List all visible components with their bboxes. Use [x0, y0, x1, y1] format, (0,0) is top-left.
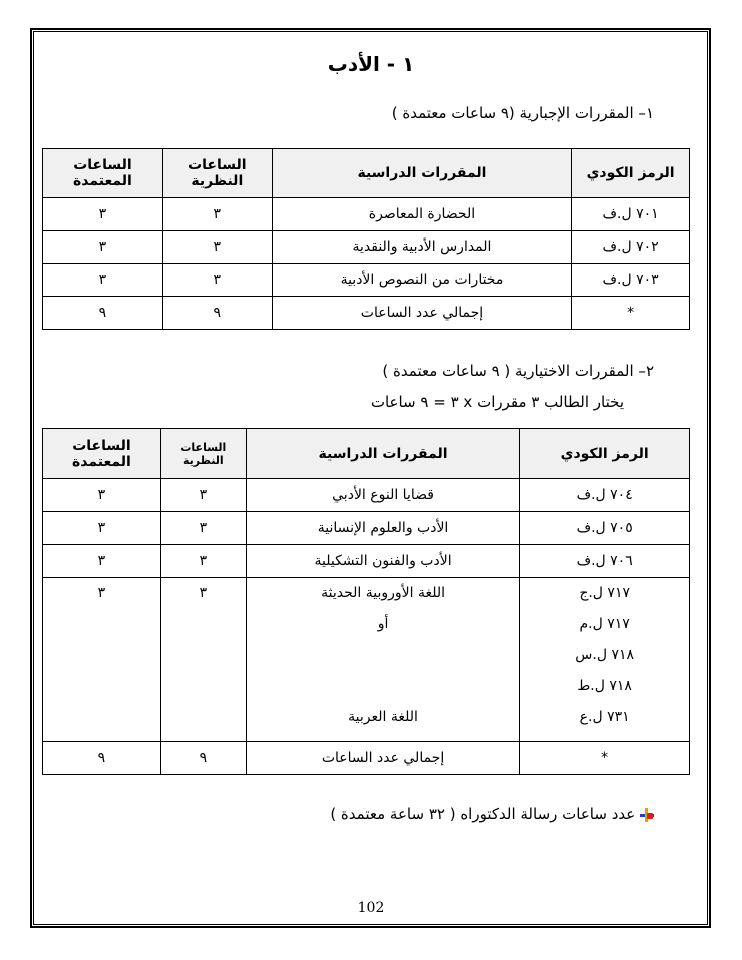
- total-theory: ٩: [160, 742, 246, 775]
- course-code: ٧٠٦ ل.ف: [520, 545, 690, 578]
- credit-hours: ٣: [43, 578, 161, 742]
- total-code: *: [520, 742, 690, 775]
- header-credit: الساعات المعتمدة: [43, 429, 161, 479]
- language-courses: [246, 578, 520, 742]
- theory-hours: ٣: [162, 198, 272, 231]
- dissertation-note-text: عدد ساعات رسالة الدكتوراه ( ٣٢ ساعة معتمدة ): [330, 805, 636, 823]
- course-code: ٧١٧ ل.م: [579, 616, 630, 632]
- header-theory: الساعات النظرية: [160, 429, 246, 479]
- course-name: اللغة العربية: [348, 709, 418, 725]
- header-theory: الساعات النظرية: [162, 149, 272, 198]
- table-row: [43, 479, 690, 512]
- section2-note: يختار الطالب ٣ مقررات x ٣ = ٩ ساعات: [370, 393, 624, 411]
- total-theory: ٩: [162, 297, 272, 330]
- table-row: [43, 545, 690, 578]
- header-code: الرمز الكودي: [572, 149, 690, 198]
- course-code: ٧٠٤ ل.ف: [520, 479, 690, 512]
- theory-hours: ٣: [160, 578, 246, 742]
- credit-hours: ٣: [43, 198, 163, 231]
- header-courses: المقررات الدراسية: [272, 149, 571, 198]
- course-code: ٧٠١ ل.ف: [572, 198, 690, 231]
- table-row: [43, 198, 690, 231]
- course-name: الأدب والعلوم الإنسانية: [246, 512, 520, 545]
- page-number: 102: [357, 900, 385, 916]
- course-name: الأدب والفنون التشكيلية: [246, 545, 520, 578]
- credit-hours: ٣: [43, 231, 163, 264]
- header-credit: الساعات المعتمدة: [43, 149, 163, 198]
- cross-bullet-icon: [640, 808, 654, 822]
- course-name: قضايا النوع الأدبي: [246, 479, 520, 512]
- credit-hours: ٣: [43, 512, 161, 545]
- total-code: *: [572, 297, 690, 330]
- header-courses: المقررات الدراسية: [246, 429, 520, 479]
- credit-hours: ٣: [43, 264, 163, 297]
- language-row: [43, 578, 690, 742]
- table-row: [43, 264, 690, 297]
- course-code: ٧١٨ ل.ط: [577, 678, 632, 694]
- compulsory-courses-table: [42, 148, 690, 330]
- course-name: الحضارة المعاصرة: [272, 198, 571, 231]
- page-title: ١ - الأدب: [327, 52, 415, 76]
- total-label: إجمالي عدد الساعات: [246, 742, 520, 775]
- total-credit: ٩: [43, 742, 161, 775]
- section2-heading: ٢– المقررات الاختيارية ( ٩ ساعات معتمدة ): [382, 362, 654, 380]
- dissertation-note: [330, 805, 654, 823]
- theory-hours: ٣: [160, 545, 246, 578]
- course-code: ٧٠٢ ل.ف: [572, 231, 690, 264]
- header-code: الرمز الكودي: [520, 429, 690, 479]
- course-code: ٧١٨ ل.س: [575, 647, 635, 663]
- theory-hours: ٣: [162, 264, 272, 297]
- table-header-row: [43, 149, 690, 198]
- course-name: اللغة الأوروبية الحديثة: [321, 585, 445, 601]
- total-label: إجمالي عدد الساعات: [272, 297, 571, 330]
- table-row: [43, 231, 690, 264]
- course-code: ٧٣١ ل.ع: [579, 709, 630, 725]
- total-row: [43, 742, 690, 775]
- course-name: المدارس الأدبية والنقدية: [272, 231, 571, 264]
- table-row: [43, 512, 690, 545]
- language-codes: [520, 578, 690, 742]
- credit-hours: ٣: [43, 545, 161, 578]
- course-name: مختارات من النصوص الأدبية: [272, 264, 571, 297]
- course-code: ٧٠٣ ل.ف: [572, 264, 690, 297]
- total-row: [43, 297, 690, 330]
- section1-heading: ١– المقررات الإجبارية (٩ ساعات معتمدة ): [391, 104, 654, 122]
- theory-hours: ٣: [162, 231, 272, 264]
- course-or-label: أو: [377, 616, 389, 632]
- theory-hours: ٣: [160, 512, 246, 545]
- elective-courses-table: [42, 428, 690, 775]
- table-header-row: [43, 429, 690, 479]
- course-code: ٧٠٥ ل.ف: [520, 512, 690, 545]
- total-credit: ٩: [43, 297, 163, 330]
- credit-hours: ٣: [43, 479, 161, 512]
- theory-hours: ٣: [160, 479, 246, 512]
- course-code: ٧١٧ ل.ج: [579, 585, 630, 601]
